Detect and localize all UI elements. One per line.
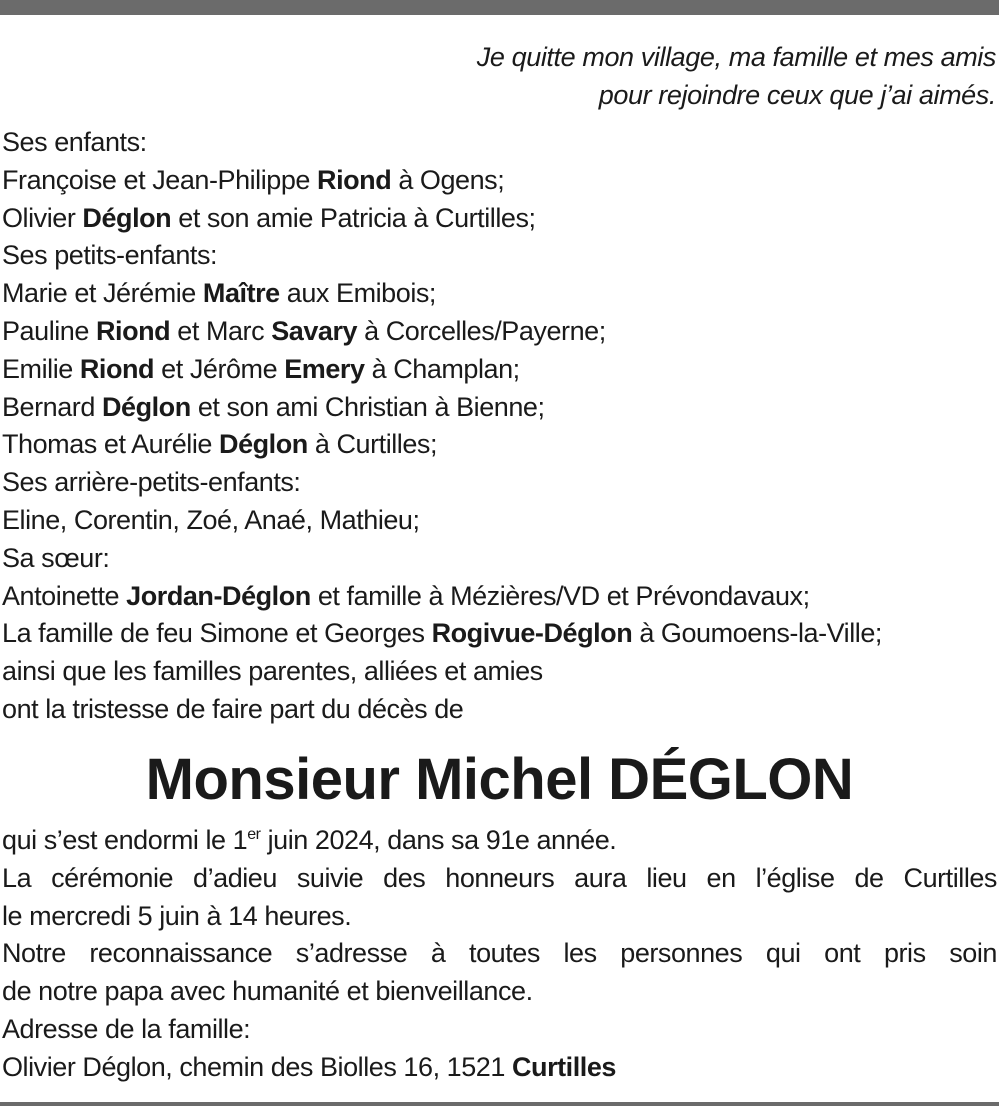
text: Olivier bbox=[2, 202, 83, 233]
text: à Ogens; bbox=[391, 164, 505, 195]
text: à Curtilles; bbox=[307, 429, 438, 460]
surname: Riond bbox=[317, 164, 392, 195]
epigraph-line: pour rejoindre ceux que j’ai aimés. bbox=[598, 80, 996, 110]
death-line bbox=[2, 822, 997, 860]
bottom-divider bbox=[0, 1102, 999, 1106]
text: qui s’est endormi le 1 bbox=[2, 825, 248, 855]
text: et son amie Patricia à Curtilles; bbox=[171, 202, 536, 233]
ceremony-line: La cérémonie d’adieu suivie des honneurs aura lieu en l’église de Curtilles bbox=[2, 862, 997, 893]
family-line bbox=[2, 389, 882, 427]
surname: Déglon bbox=[101, 391, 191, 422]
text: Thomas et Aurélie bbox=[2, 429, 220, 460]
text: Bernard bbox=[2, 391, 102, 422]
text: Pauline bbox=[2, 315, 96, 346]
deceased-name: Monsieur Michel DÉGLON bbox=[145, 747, 854, 812]
announcement-line: ont la tristesse de faire part du décès de bbox=[2, 693, 464, 724]
address-heading: Adresse de la famille: bbox=[2, 1013, 251, 1044]
family-line bbox=[2, 275, 882, 313]
family-line bbox=[2, 351, 882, 389]
family-line bbox=[2, 578, 882, 616]
grandchildren-heading: Ses petits-enfants: bbox=[2, 240, 218, 271]
thanks-line: Notre reconnaissance s’adresse à toutes les personnes qui ont pris soin bbox=[2, 938, 997, 969]
text: Françoise et Jean-Philippe bbox=[2, 164, 318, 195]
great-grandchildren-heading: Ses arrière-petits-enfants: bbox=[2, 467, 301, 498]
top-divider bbox=[0, 0, 999, 15]
text: à Goumoens-la-Ville; bbox=[632, 618, 882, 649]
text: et Marc bbox=[170, 315, 272, 346]
family-line: ainsi que les familles parentes, alliées et amies bbox=[2, 656, 543, 687]
epigraph bbox=[477, 38, 996, 114]
ceremony-line: le mercredi 5 juin à 14 heures. bbox=[2, 900, 352, 931]
surname: Déglon bbox=[82, 202, 172, 233]
text: à Champlan; bbox=[364, 353, 520, 384]
address-line bbox=[2, 1049, 997, 1087]
text: et Jérôme bbox=[154, 353, 285, 384]
family-line bbox=[2, 313, 882, 351]
surname: Rogivue-Déglon bbox=[431, 618, 633, 649]
surname: Riond bbox=[95, 315, 171, 346]
text: à Corcelles/Payerne; bbox=[357, 315, 606, 346]
text: La famille de feu Simone et Georges bbox=[2, 618, 432, 649]
family-line bbox=[2, 615, 882, 653]
surname: Emery bbox=[284, 353, 365, 384]
text: aux Emibois; bbox=[279, 278, 436, 309]
text: Marie et Jérémie bbox=[2, 278, 203, 309]
family-list bbox=[2, 124, 882, 729]
sister-heading: Sa sœur: bbox=[2, 542, 110, 573]
family-line bbox=[2, 426, 882, 464]
family-line bbox=[2, 200, 882, 238]
surname: Riond bbox=[79, 353, 155, 384]
text: et famille à Mézières/VD et Prévondavaux; bbox=[310, 580, 810, 611]
text: juin 2024, dans sa 91e année. bbox=[260, 825, 617, 855]
text: et son ami Christian à Bienne; bbox=[190, 391, 545, 422]
epigraph-line: Je quitte mon village, ma famille et mes amis bbox=[476, 42, 996, 72]
surname: Savary bbox=[271, 315, 358, 346]
text: Olivier Déglon, chemin des Biolles 16, 1521 bbox=[2, 1051, 512, 1082]
surname: Maître bbox=[202, 278, 280, 309]
family-line bbox=[2, 162, 882, 200]
surname: Jordan-Déglon bbox=[126, 580, 311, 611]
thanks-line: de notre papa avec humanité et bienveillance. bbox=[2, 976, 533, 1007]
family-line: Eline, Corentin, Zoé, Anaé, Mathieu; bbox=[2, 504, 420, 535]
surname: Déglon bbox=[219, 429, 308, 460]
text: Antoinette bbox=[2, 580, 127, 611]
town: Curtilles bbox=[511, 1051, 616, 1082]
text: Emilie bbox=[2, 353, 80, 384]
closing-text bbox=[2, 822, 997, 1087]
ordinal-suffix: er bbox=[247, 826, 261, 843]
children-heading: Ses enfants: bbox=[2, 127, 147, 157]
